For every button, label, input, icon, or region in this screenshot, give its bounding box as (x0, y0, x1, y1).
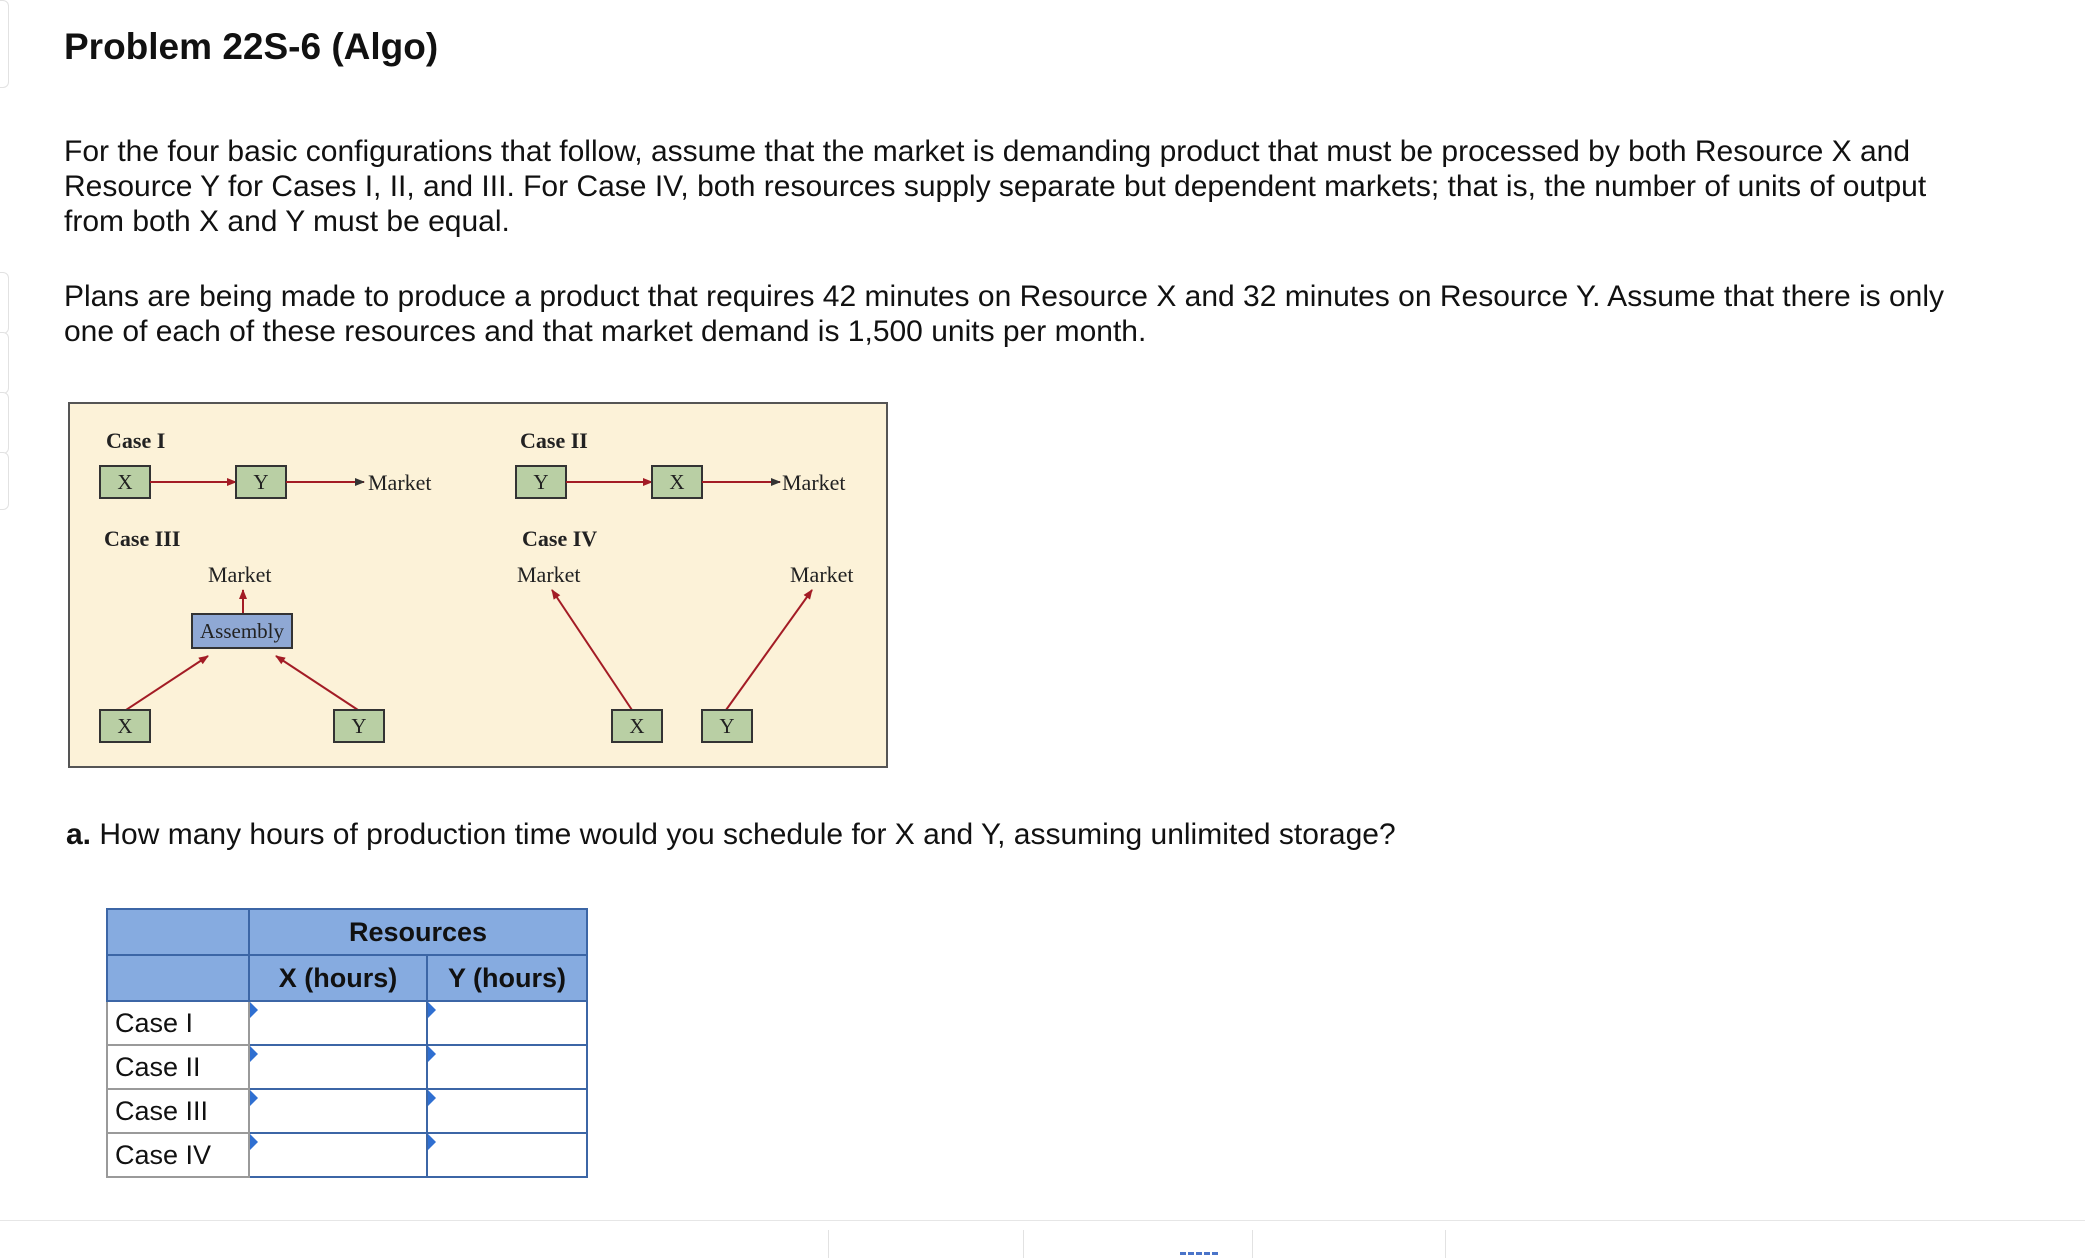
case3-assembly-label: Assembly (200, 619, 284, 643)
case-1-x-hours-input[interactable] (250, 1008, 426, 1039)
table-row (107, 1089, 587, 1133)
case-2-x-cell (249, 1045, 427, 1089)
input-marker-icon (250, 1002, 258, 1018)
case4-market-left-label: Market (517, 562, 581, 587)
case4-arrow-y-to-market (726, 590, 812, 710)
case3-arrow-x-to-assembly (126, 656, 208, 710)
configuration-diagram-svg (70, 404, 886, 766)
case1-resource-x-label: X (117, 470, 133, 494)
footer-separator (828, 1230, 829, 1258)
case3-label: Case III (104, 526, 181, 551)
footer-divider (0, 1220, 2085, 1221)
case-4-y-hours-input[interactable] (428, 1140, 586, 1171)
row-label-case-4: Case IV (107, 1133, 249, 1177)
case3-arrow-y-to-assembly (276, 656, 358, 710)
intro-paragraph: For the four basic configurations that follow, assume that the market is demanding product that must be processed by both Resource X and Resource Y for Cases I, II, and III. For Case IV, both resources supply separate but dependent markets; that is, the number of units of output from both X and Y must be equal. (64, 135, 1927, 238)
side-tab[interactable] (0, 0, 9, 88)
case1-resource-y-label: Y (253, 470, 269, 494)
input-marker-icon (428, 1046, 436, 1062)
case-1-y-hours-input[interactable] (428, 1008, 586, 1039)
case3-market-label: Market (208, 562, 272, 587)
question-text: How many hours of production time would you schedule for X and Y, assuming unlimited storage? (99, 818, 1396, 851)
row-label-case-2: Case II (107, 1045, 249, 1089)
input-marker-icon (250, 1090, 258, 1106)
side-tab[interactable] (0, 332, 9, 394)
case-2-x-hours-input[interactable] (250, 1052, 426, 1083)
footer-dash-icon (1180, 1252, 1218, 1258)
case-4-x-hours-input[interactable] (250, 1140, 426, 1171)
header-blank-2 (107, 955, 249, 1001)
case-3-x-hours-input[interactable] (250, 1096, 426, 1127)
case-2-y-hours-input[interactable] (428, 1052, 586, 1083)
footer-separator (1023, 1230, 1024, 1258)
question-letter: a. (66, 818, 92, 851)
case1-market-label: Market (368, 470, 432, 495)
row-label-case-1: Case I (107, 1001, 249, 1045)
question-a (66, 818, 1396, 852)
case2-resource-y-label: Y (533, 470, 549, 494)
case4-arrow-x-to-market (552, 590, 632, 710)
resources-header: Resources (249, 909, 587, 955)
x-hours-header: X (hours) (249, 955, 427, 1001)
case-1-y-cell (427, 1001, 587, 1045)
input-marker-icon (250, 1046, 258, 1062)
case4-resource-y-label: Y (719, 714, 735, 738)
side-tab[interactable] (0, 392, 9, 454)
case3-resource-x-label: X (117, 714, 133, 738)
case-3-y-cell (427, 1089, 587, 1133)
case-4-y-cell (427, 1133, 587, 1177)
case-1-x-cell (249, 1001, 427, 1045)
case3-resource-y-label: Y (351, 714, 367, 738)
case2-label: Case II (520, 428, 588, 453)
case-2-y-cell (427, 1045, 587, 1089)
configuration-diagram (68, 402, 888, 768)
input-marker-icon (428, 1134, 436, 1150)
footer-separator (1445, 1230, 1446, 1258)
case-3-y-hours-input[interactable] (428, 1096, 586, 1127)
case4-label: Case IV (522, 526, 598, 551)
input-marker-icon (428, 1090, 436, 1106)
table-row (107, 1133, 587, 1177)
problem-title: Problem 22S-6 (Algo) (64, 26, 439, 67)
side-tab[interactable] (0, 272, 9, 334)
case4-resource-x-label: X (629, 714, 645, 738)
table-row (107, 1001, 587, 1045)
case1-label: Case I (106, 428, 166, 453)
plans-paragraph: Plans are being made to produce a product that requires 42 minutes on Resource X and 32 minutes on Resource Y. Assume that there is only one of each of these resources and that market demand is 1,500 units per month. (64, 280, 1945, 348)
table-row (107, 1045, 587, 1089)
input-marker-icon (428, 1002, 436, 1018)
y-hours-header: Y (hours) (427, 955, 587, 1001)
case-3-x-cell (249, 1089, 427, 1133)
case2-market-label: Market (782, 470, 846, 495)
header-blank (107, 909, 249, 955)
row-label-case-3: Case III (107, 1089, 249, 1133)
input-marker-icon (250, 1134, 258, 1150)
case4-market-right-label: Market (790, 562, 854, 587)
case-4-x-cell (249, 1133, 427, 1177)
resources-table (106, 908, 588, 1178)
case2-resource-x-label: X (669, 470, 685, 494)
footer-separator (1252, 1230, 1253, 1258)
side-tab[interactable] (0, 452, 9, 510)
